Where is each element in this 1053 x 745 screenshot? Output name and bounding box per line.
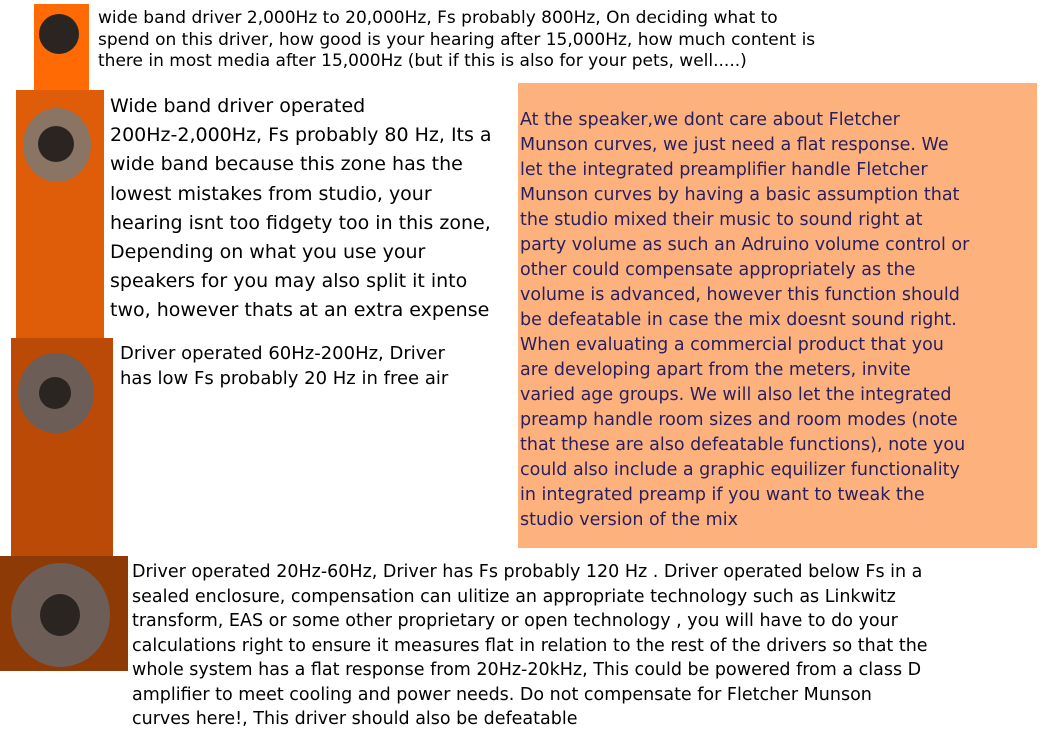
subwoofer-description: Driver operated 20Hz-60Hz, Driver has Fs probably 120 Hz . Driver operated below Fs in a sealed enclosure, compensation can ulitize an appropriate technology such as Linkwitz transform, EAS or some other proprietary or open technology , you will have to do your calculations right to ensure it measures flat in relation to the rest of the drivers so that the whole system has a flat response from 20Hz-20kHz, This could be powered from a class D amplifier to meet cooling and power needs. Do not compensate for Fletcher Munson curves here!, This driver should also be defeatable [132,562,928,729]
low-driver-description: Driver operated 60Hz-200Hz, Driver has low Fs probably 20 Hz in free air [120,343,449,389]
midrange-cone-center [38,126,74,162]
midrange-description: Wide band driver operated 200Hz-2,000Hz, Fs probably 80 Hz, Its a wide band because this zone has the lowest mistakes from studio, your hearing isnt too fidgety too in this zone, Depending on what you use your speakers for you may also split it into two, however thats at an extra expense [110,95,492,322]
tweeter-cone [39,14,79,54]
preamp-note-text: At the speaker,we dont care about Fletcher Munson curves, we just need a flat response. We let the integrated preamplifier handle Fletcher Munson curves by having a basic assumption that the studio mixed their music to sound right at party volume as such an Adruino volume control or other could compensate appropriately as the volume is advanced, however this function should be defeatable in case the mix doesnt sound right. When evaluating a commercial product that you are developing apart from the meters, invite varied age groups. We will also let the integrated preamp handle room sizes and room modes (note that these are also defeatable functions), note you could also include a graphic equilizer functionality in integrated preamp if you want to tweak the studio version of the mix [520,110,970,530]
tweeter-description: wide band driver 2,000Hz to 20,000Hz, Fs probably 800Hz, On deciding what to spend on this driver, how good is your hearing after 15,000Hz, how much content is there in most media after 15,000Hz (but if this is also for your pets, well.....) [98,8,816,71]
subwoofer-cone-center [40,594,80,636]
low-driver-cone-center [39,377,71,409]
